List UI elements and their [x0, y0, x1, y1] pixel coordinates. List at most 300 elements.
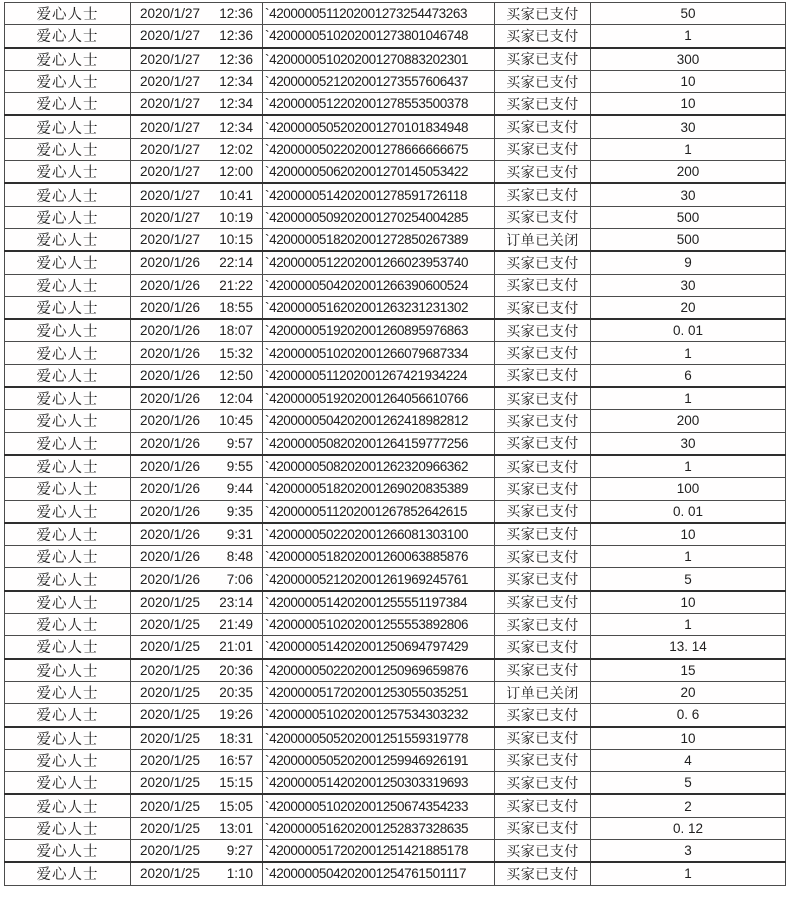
- donor-cell: 爱心人士: [5, 839, 131, 862]
- order-number-cell: `4200000512202001266023953740: [263, 251, 495, 274]
- donor-cell: 爱心人士: [5, 183, 131, 206]
- time-text: 13:01: [219, 820, 253, 836]
- status-cell: 订单已关闭: [495, 681, 591, 703]
- datetime-text: [131, 478, 262, 499]
- amount-cell: 1: [591, 342, 786, 364]
- status-cell: 买家已支付: [495, 636, 591, 659]
- amount-cell: 10: [591, 591, 786, 614]
- status-cell: 买家已支付: [495, 342, 591, 364]
- time-text: 21:49: [219, 617, 253, 633]
- date-text: 2020/1/25: [140, 820, 201, 836]
- datetime-cell: [131, 364, 263, 387]
- date-text: 2020/1/25: [140, 752, 201, 768]
- table-row: [5, 48, 786, 71]
- status-cell: 买家已支付: [495, 500, 591, 523]
- datetime-cell: [131, 500, 263, 523]
- time-text: 9:31: [226, 526, 253, 542]
- datetime-cell: [131, 772, 263, 795]
- order-number-cell: `4200000519202001264056610766: [263, 387, 495, 410]
- order-number-cell: `4200000510202001266079687334: [263, 342, 495, 364]
- donor-cell: 爱心人士: [5, 70, 131, 92]
- date-text: 2020/1/27: [140, 74, 201, 90]
- date-text: 2020/1/26: [140, 481, 201, 497]
- table-row: [5, 432, 786, 455]
- date-text: 2020/1/25: [140, 775, 201, 791]
- donor-cell: 爱心人士: [5, 614, 131, 636]
- amount-cell: 5: [591, 568, 786, 591]
- datetime-cell: [131, 25, 263, 48]
- date-text: 2020/1/26: [140, 413, 201, 429]
- status-cell: 买家已支付: [495, 138, 591, 160]
- donor-cell: 爱心人士: [5, 636, 131, 659]
- datetime-cell: [131, 727, 263, 750]
- table-row: [5, 228, 786, 251]
- order-number-cell: `4200000505202001259946926191: [263, 749, 495, 771]
- datetime-text: [131, 524, 262, 545]
- datetime-text: [131, 342, 262, 363]
- table-row: [5, 478, 786, 500]
- status-cell: 买家已支付: [495, 251, 591, 274]
- date-text: 2020/1/27: [140, 141, 201, 157]
- status-cell: 买家已支付: [495, 274, 591, 296]
- datetime-cell: [131, 251, 263, 274]
- time-text: 21:01: [219, 639, 253, 655]
- datetime-text: [131, 71, 262, 92]
- donor-cell: 爱心人士: [5, 817, 131, 839]
- donor-cell: 爱心人士: [5, 749, 131, 771]
- datetime-cell: [131, 93, 263, 116]
- amount-cell: 10: [591, 523, 786, 546]
- datetime-cell: [131, 636, 263, 659]
- status-cell: 买家已支付: [495, 206, 591, 228]
- datetime-cell: [131, 839, 263, 862]
- status-cell: 买家已支付: [495, 93, 591, 116]
- table-row: [5, 839, 786, 862]
- table-row: [5, 296, 786, 319]
- status-cell: 买家已支付: [495, 523, 591, 546]
- time-text: 12:34: [219, 119, 253, 135]
- table-row: [5, 749, 786, 771]
- table-row: [5, 455, 786, 478]
- order-number-cell: `4200000508202001264159777256: [263, 432, 495, 455]
- date-text: 2020/1/25: [140, 730, 201, 746]
- order-number-cell: `4200000504202001262418982812: [263, 410, 495, 432]
- order-number-cell: `4200000511202001267852642615: [263, 500, 495, 523]
- amount-cell: 1: [591, 387, 786, 410]
- date-text: 2020/1/27: [140, 51, 201, 67]
- status-cell: 买家已支付: [495, 704, 591, 727]
- datetime-cell: [131, 478, 263, 500]
- date-text: 2020/1/26: [140, 255, 201, 271]
- date-text: 2020/1/25: [140, 707, 201, 723]
- datetime-text: [131, 229, 262, 250]
- date-text: 2020/1/27: [140, 119, 201, 135]
- time-text: 12:34: [219, 96, 253, 112]
- status-cell: 买家已支付: [495, 772, 591, 795]
- status-cell: 买家已支付: [495, 432, 591, 455]
- order-number-cell: `4200000516202001252837328635: [263, 817, 495, 839]
- donor-cell: 爱心人士: [5, 681, 131, 703]
- donor-cell: 爱心人士: [5, 387, 131, 410]
- time-text: 12:36: [219, 6, 253, 22]
- table-row: [5, 387, 786, 410]
- date-text: 2020/1/25: [140, 866, 201, 882]
- status-cell: 买家已支付: [495, 862, 591, 885]
- order-number-cell: `4200000504202001266390600524: [263, 274, 495, 296]
- status-cell: 买家已支付: [495, 3, 591, 25]
- amount-cell: 13. 14: [591, 636, 786, 659]
- datetime-text: [131, 161, 262, 182]
- date-text: 2020/1/25: [140, 639, 201, 655]
- datetime-text: [131, 682, 262, 703]
- datetime-cell: [131, 48, 263, 71]
- amount-cell: 6: [591, 364, 786, 387]
- time-text: 18:55: [219, 300, 253, 315]
- datetime-text: [131, 818, 262, 839]
- amount-cell: 10: [591, 727, 786, 750]
- donor-cell: 爱心人士: [5, 568, 131, 591]
- order-number-cell: `4200000511202001267421934224: [263, 364, 495, 387]
- amount-cell: 1: [591, 455, 786, 478]
- time-text: 9:55: [226, 459, 253, 475]
- amount-cell: 50: [591, 3, 786, 25]
- table-row: [5, 681, 786, 703]
- datetime-cell: [131, 523, 263, 546]
- time-text: 9:27: [226, 843, 253, 859]
- datetime-text: [131, 840, 262, 861]
- datetime-cell: [131, 659, 263, 682]
- datetime-cell: [131, 614, 263, 636]
- time-text: 18:31: [219, 730, 253, 746]
- table-row: [5, 251, 786, 274]
- datetime-text: [131, 614, 262, 635]
- order-number-cell: `4200000517202001251421885178: [263, 839, 495, 862]
- time-text: 9:57: [226, 435, 253, 451]
- status-cell: 买家已支付: [495, 387, 591, 410]
- date-text: 2020/1/26: [140, 367, 201, 383]
- datetime-text: [131, 704, 262, 725]
- donor-cell: 爱心人士: [5, 228, 131, 251]
- date-text: 2020/1/25: [140, 617, 201, 633]
- amount-cell: 100: [591, 478, 786, 500]
- amount-cell: 1: [591, 546, 786, 568]
- datetime-text: [131, 184, 262, 205]
- datetime-cell: [131, 817, 263, 839]
- amount-cell: 20: [591, 296, 786, 319]
- datetime-text: [131, 365, 262, 386]
- order-number-cell: `4200000517202001253055035251: [263, 681, 495, 703]
- time-text: 15:32: [219, 345, 253, 361]
- table-row: [5, 523, 786, 546]
- order-number-cell: `4200000510202001270883202301: [263, 48, 495, 71]
- order-number-cell: `4200000505202001251559319778: [263, 727, 495, 750]
- datetime-cell: [131, 794, 263, 817]
- date-text: 2020/1/26: [140, 459, 201, 475]
- amount-cell: 1: [591, 862, 786, 885]
- amount-cell: 30: [591, 115, 786, 138]
- donor-cell: 爱心人士: [5, 364, 131, 387]
- amount-cell: 9: [591, 251, 786, 274]
- donor-cell: 爱心人士: [5, 48, 131, 71]
- order-number-cell: `4200000504202001254761501117: [263, 862, 495, 885]
- time-text: 22:14: [219, 255, 253, 271]
- donor-cell: 爱心人士: [5, 704, 131, 727]
- order-number-cell: `4200000518202001269020835389: [263, 478, 495, 500]
- table-row: [5, 342, 786, 364]
- datetime-cell: [131, 704, 263, 727]
- table-row: [5, 659, 786, 682]
- time-text: 12:50: [219, 367, 253, 383]
- order-number-cell: `4200000510202001250674354233: [263, 794, 495, 817]
- datetime-text: [131, 501, 262, 522]
- order-number-cell: `4200000514202001250694797429: [263, 636, 495, 659]
- date-text: 2020/1/26: [140, 300, 201, 315]
- time-text: 1:10: [226, 866, 253, 882]
- status-cell: 买家已支付: [495, 727, 591, 750]
- table-row: [5, 93, 786, 116]
- datetime-cell: [131, 296, 263, 319]
- amount-cell: 200: [591, 410, 786, 432]
- table-row: [5, 546, 786, 568]
- order-number-cell: `4200000505202001270101834948: [263, 115, 495, 138]
- time-text: 12:02: [219, 141, 253, 157]
- status-cell: 买家已支付: [495, 546, 591, 568]
- status-cell: 买家已支付: [495, 794, 591, 817]
- table-row: [5, 817, 786, 839]
- status-cell: 买家已支付: [495, 749, 591, 771]
- datetime-cell: [131, 591, 263, 614]
- amount-cell: 10: [591, 70, 786, 92]
- time-text: 18:07: [219, 323, 253, 339]
- datetime-cell: [131, 206, 263, 228]
- amount-cell: 500: [591, 228, 786, 251]
- status-cell: 买家已支付: [495, 614, 591, 636]
- donor-cell: 爱心人士: [5, 296, 131, 319]
- datetime-text: [131, 433, 262, 454]
- status-cell: 买家已支付: [495, 25, 591, 48]
- amount-cell: 300: [591, 48, 786, 71]
- donor-cell: 爱心人士: [5, 727, 131, 750]
- status-cell: 订单已关闭: [495, 228, 591, 251]
- status-cell: 买家已支付: [495, 591, 591, 614]
- datetime-text: [131, 592, 262, 613]
- table-row: [5, 410, 786, 432]
- datetime-cell: [131, 410, 263, 432]
- status-cell: 买家已支付: [495, 817, 591, 839]
- donor-cell: 爱心人士: [5, 432, 131, 455]
- donor-cell: 爱心人士: [5, 342, 131, 364]
- donor-cell: 爱心人士: [5, 862, 131, 885]
- order-number-cell: `4200000514202001278591726118: [263, 183, 495, 206]
- status-cell: 买家已支付: [495, 478, 591, 500]
- donor-cell: 爱心人士: [5, 274, 131, 296]
- amount-cell: 500: [591, 206, 786, 228]
- amount-cell: 20: [591, 681, 786, 703]
- datetime-text: [131, 568, 262, 589]
- status-cell: 买家已支付: [495, 183, 591, 206]
- time-text: 15:05: [219, 798, 253, 814]
- datetime-text: [131, 93, 262, 114]
- table-row: [5, 70, 786, 92]
- time-text: 9:35: [226, 503, 253, 519]
- order-number-cell: `4200000510202001273801046748: [263, 25, 495, 48]
- status-cell: 买家已支付: [495, 455, 591, 478]
- table-row: [5, 704, 786, 727]
- time-text: 23:14: [219, 594, 253, 610]
- datetime-cell: [131, 183, 263, 206]
- amount-cell: 5: [591, 772, 786, 795]
- donor-cell: 爱心人士: [5, 3, 131, 25]
- datetime-cell: [131, 546, 263, 568]
- time-text: 16:57: [219, 752, 253, 768]
- date-text: 2020/1/26: [140, 323, 201, 339]
- time-text: 12:34: [219, 74, 253, 90]
- date-text: 2020/1/26: [140, 391, 201, 407]
- order-number-cell: `4200000510202001255553892806: [263, 614, 495, 636]
- donor-cell: 爱心人士: [5, 546, 131, 568]
- time-text: 10:41: [219, 187, 253, 203]
- order-number-cell: `4200000514202001250303319693: [263, 772, 495, 795]
- datetime-text: [131, 388, 262, 409]
- date-text: 2020/1/25: [140, 594, 201, 610]
- time-text: 10:45: [219, 413, 253, 429]
- amount-cell: 10: [591, 93, 786, 116]
- amount-cell: 0. 01: [591, 319, 786, 342]
- date-text: 2020/1/25: [140, 662, 201, 678]
- datetime-text: [131, 320, 262, 341]
- datetime-text: [131, 49, 262, 70]
- order-number-cell: `4200000521202001273557606437: [263, 70, 495, 92]
- status-cell: 买家已支付: [495, 161, 591, 184]
- status-cell: 买家已支付: [495, 410, 591, 432]
- order-number-cell: `4200000521202001261969245761: [263, 568, 495, 591]
- table-row: [5, 862, 786, 885]
- datetime-text: [131, 660, 262, 681]
- donor-cell: 爱心人士: [5, 93, 131, 116]
- order-number-cell: `4200000518202001272850267389: [263, 228, 495, 251]
- date-text: 2020/1/26: [140, 549, 201, 565]
- table-row: [5, 206, 786, 228]
- amount-cell: 30: [591, 432, 786, 455]
- table-row: [5, 727, 786, 750]
- donations-table: [4, 2, 786, 886]
- status-cell: 买家已支付: [495, 115, 591, 138]
- order-number-cell: `4200000510202001257534303232: [263, 704, 495, 727]
- time-text: 12:36: [219, 28, 253, 44]
- donor-cell: 爱心人士: [5, 410, 131, 432]
- table-row: [5, 138, 786, 160]
- amount-cell: 1: [591, 25, 786, 48]
- datetime-text: [131, 636, 262, 657]
- time-text: 20:35: [219, 685, 253, 701]
- donor-cell: 爱心人士: [5, 206, 131, 228]
- datetime-text: [131, 252, 262, 273]
- datetime-text: [131, 25, 262, 46]
- datetime-text: [131, 772, 262, 793]
- table-row: [5, 115, 786, 138]
- donor-cell: 爱心人士: [5, 161, 131, 184]
- order-number-cell: `4200000519202001260895976863: [263, 319, 495, 342]
- amount-cell: 1: [591, 138, 786, 160]
- amount-cell: 30: [591, 183, 786, 206]
- donations-tbody: [5, 3, 786, 886]
- date-text: 2020/1/26: [140, 345, 201, 361]
- date-text: 2020/1/26: [140, 526, 201, 542]
- date-text: 2020/1/27: [140, 187, 201, 203]
- table-row: [5, 636, 786, 659]
- date-text: 2020/1/26: [140, 571, 201, 587]
- datetime-cell: [131, 455, 263, 478]
- donor-cell: 爱心人士: [5, 251, 131, 274]
- amount-cell: 15: [591, 659, 786, 682]
- table-row: [5, 274, 786, 296]
- datetime-text: [131, 3, 262, 24]
- status-cell: 买家已支付: [495, 659, 591, 682]
- donor-cell: 爱心人士: [5, 794, 131, 817]
- time-text: 8:48: [226, 549, 253, 565]
- donor-cell: 爱心人士: [5, 523, 131, 546]
- time-text: 21:22: [219, 277, 253, 293]
- table-row: [5, 183, 786, 206]
- status-cell: 买家已支付: [495, 839, 591, 862]
- datetime-cell: [131, 70, 263, 92]
- datetime-cell: [131, 342, 263, 364]
- donor-cell: 爱心人士: [5, 455, 131, 478]
- date-text: 2020/1/25: [140, 685, 201, 701]
- date-text: 2020/1/25: [140, 798, 201, 814]
- order-number-cell: `4200000502202001266081303100: [263, 523, 495, 546]
- amount-cell: 3: [591, 839, 786, 862]
- date-text: 2020/1/27: [140, 6, 201, 22]
- datetime-cell: [131, 568, 263, 591]
- status-cell: 买家已支付: [495, 568, 591, 591]
- table-row: [5, 568, 786, 591]
- datetime-cell: [131, 115, 263, 138]
- amount-cell: 2: [591, 794, 786, 817]
- datetime-text: [131, 863, 262, 884]
- donor-cell: 爱心人士: [5, 500, 131, 523]
- amount-cell: 200: [591, 161, 786, 184]
- date-text: 2020/1/25: [140, 843, 201, 859]
- donor-cell: 爱心人士: [5, 115, 131, 138]
- time-text: 7:06: [226, 571, 253, 587]
- time-text: 10:15: [219, 232, 253, 248]
- order-number-cell: `4200000509202001270254004285: [263, 206, 495, 228]
- time-text: 12:36: [219, 51, 253, 67]
- datetime-cell: [131, 274, 263, 296]
- datetime-cell: [131, 432, 263, 455]
- order-number-cell: `4200000514202001255551197384: [263, 591, 495, 614]
- datetime-text: [131, 116, 262, 137]
- datetime-cell: [131, 138, 263, 160]
- order-number-cell: `4200000511202001273254473263: [263, 3, 495, 25]
- time-text: 9:44: [226, 481, 253, 497]
- amount-cell: 1: [591, 614, 786, 636]
- table-row: [5, 591, 786, 614]
- datetime-cell: [131, 228, 263, 251]
- table-row: [5, 614, 786, 636]
- order-number-cell: `4200000508202001262320966362: [263, 455, 495, 478]
- table-row: [5, 772, 786, 795]
- table-row: [5, 364, 786, 387]
- donor-cell: 爱心人士: [5, 591, 131, 614]
- datetime-text: [131, 139, 262, 160]
- date-text: 2020/1/26: [140, 435, 201, 451]
- datetime-text: [131, 456, 262, 477]
- datetime-text: [131, 410, 262, 431]
- time-text: 20:36: [219, 662, 253, 678]
- date-text: 2020/1/27: [140, 209, 201, 225]
